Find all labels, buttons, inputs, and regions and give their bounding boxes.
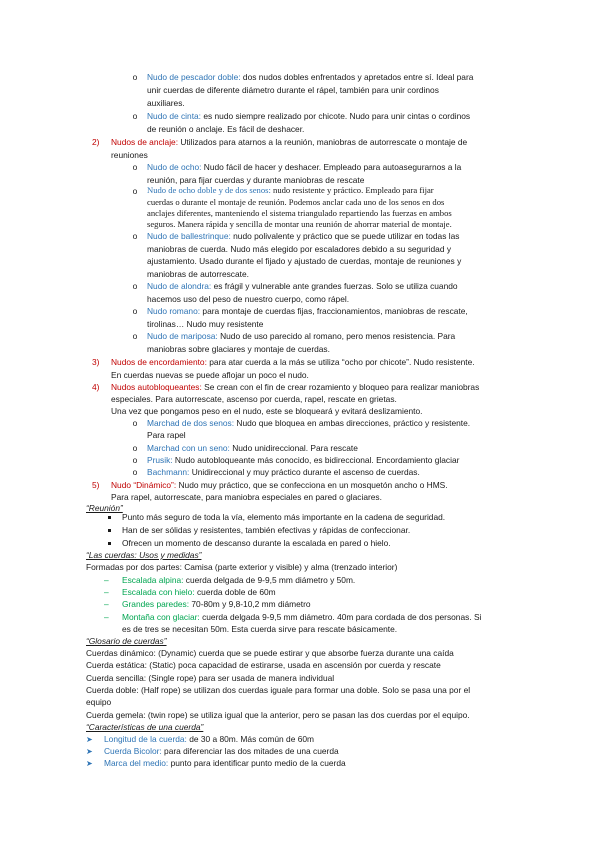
marchad-uno-line [147,443,358,454]
romano-line-1 [147,306,468,317]
hollow-bullet-icon: o [132,331,138,341]
hollow-bullet-icon: o [132,111,138,121]
hollow-bullet-icon: o [132,162,138,172]
section-number: 3) [92,357,100,367]
cuerda-item-text: cuerda delgada 9-9,5 mm diámetro. 40m para cordada de dos personas. Si [199,612,482,622]
hollow-bullet-icon: o [132,467,138,477]
alondra-line-1 [147,281,458,292]
cuerda-item-text: 70-80m y 9,8-10,2 mm diámetro [189,599,311,609]
hollow-bullet-icon: o [132,231,138,241]
anclaje-title: Nudos de anclaje: [111,137,179,147]
cuerda-item [122,587,276,598]
arrow-bullet-icon: ➤ [86,735,93,744]
glosario-line: equipo [86,697,112,707]
ballestrinque-line-1 [147,231,459,242]
autobloqueantes-text: Se crean con el fin de crear rozamiento y bloqueo para realizar maniobras [201,382,480,392]
square-bullet-icon [108,529,111,532]
glosario-line: Cuerda sencilla: (Single rope) para ser usada de manera individual [86,673,335,683]
ocho-doble-line-2: cuerdas o durante el montaje de reunión. Podemos anclar cada uno de los senos en dos [147,197,445,207]
pescador-doble-line-1 [147,72,473,83]
section-number: 2) [92,137,100,147]
ocho-doble-line-4: seguros. Manera rápida y sencilla de montar una reunión de ahorrar material de montaje. [147,219,452,229]
reunion-item: Ofrecen un momento de descanso durante la escalada en pared o hielo. [122,538,391,548]
hollow-bullet-icon: o [132,186,138,196]
pescador-doble-line-3: auxiliares. [147,98,185,108]
autobloqueantes-line-1 [111,382,479,393]
bachmann-text: Unidireccional y muy práctico durante el ascenso de cuerdas. [189,467,420,477]
hollow-bullet-icon: o [132,418,138,428]
bachmann-name: Bachmann: [147,467,190,477]
romano-text: para montaje de cuerdas fijas, fraccionamientos, maniobras de rescate, [200,306,468,316]
ballestrinque-line-2: maniobras de cuerda. Nudo más elegido por escaladores debido a su seguridad y [147,244,452,254]
encordamiento-title: Nudos de encordamiento: [111,357,207,367]
caracteristica-item [104,746,339,757]
dash-bullet-icon: – [104,587,109,597]
glosario-line: Cuerda gemela: (twin rope) se utiliza igual que la anterior, pero se pasan las dos cuerdas por el equipo. [86,710,470,720]
marchad-dos-line-2: Para rapel [147,430,186,440]
section-number: 5) [92,480,100,490]
cuerda-item-continued: es de tres se necesitan 50m. Esta cuerda sirve para rescate básicamente. [122,624,398,634]
dash-bullet-icon: – [104,612,109,622]
ballestrinque-text: nudo polivalente y práctico que se puede utilizar en todas las [230,231,460,241]
reunion-heading: “Reunión” [86,503,123,513]
caracteristica-text: punto para identificar punto medio de la cuerda [168,758,346,768]
dash-bullet-icon: – [104,599,109,609]
hollow-bullet-icon: o [132,306,138,316]
pescador-doble-text: dos nudos dobles enfrentados y apretados entre sí. Ideal para [240,72,474,82]
glosario-line: Cuerdas dinámico: (Dynamic) cuerda que se puede estirar y que absorbe fuerza durante una caída [86,648,454,658]
marchad-dos-line-1 [147,418,470,429]
dash-bullet-icon: – [104,575,109,585]
ocho-doble-text: nudo resistente y práctico. Empleado para fijar [270,185,434,195]
prusik-line [147,455,459,466]
cuerda-item-name: Escalada con hielo: [122,587,195,597]
mariposa-text: Nudo de uso parecido al romano, pero menos resistencia. Para [217,331,456,341]
ocho-doble-name: Nudo de ocho doble y de dos senos: [147,185,271,195]
mariposa-name: Nudo de mariposa: [147,331,218,341]
arrow-bullet-icon: ➤ [86,747,93,756]
encordamiento-line-1 [111,357,475,368]
anclaje-text: Utilizados para atarnos a la reunión, maniobras de autorrescate o montaje de [178,137,468,147]
marchad-dos-name: Marchad de dos senos: [147,418,235,428]
section-number: 4) [92,382,100,392]
encordamiento-line-2: En cuerdas nuevas se puede aflojar un poco el nudo. [111,370,309,380]
reunion-item: Punto más seguro de toda la vía, elemento más importante en la cadena de seguridad. [122,512,446,522]
dinamico-text: Nudo muy práctico, que se confecciona en un mosquetón ancho o HMS. [176,480,448,490]
glosario-line: Cuerda estática: (Static) poca capacidad de estirarse, usada en ascensión por cuerda y rescate [86,660,441,670]
cuerda-item [122,575,355,586]
cinta-line-1 [147,111,470,122]
romano-line-2: tirolinas… Nudo muy resistente [147,319,264,329]
alondra-name: Nudo de alondra: [147,281,212,291]
pescador-doble-name: Nudo de pescador doble: [147,72,241,82]
caracteristica-text: para diferenciar las dos mitades de una cuerda [161,746,339,756]
dinamico-line-2: Para rapel, autorrescate, para maniobra especiales en pared o glaciares. [111,492,382,502]
ocho-doble-line-1 [147,185,434,196]
autobloqueantes-line-3: Una vez que pongamos peso en el nudo, este se bloqueará y evitará deslizamiento. [111,406,423,416]
ballestrinque-line-3: ajustamiento. Usado durante el fijado y ajustado de cuerdas, montaje de reuniones y [147,256,462,266]
cuerda-item-name: Grandes paredes: [122,599,190,609]
pescador-doble-line-2: unir cuerdas de diferente diámetro durante el rápel, también para unir cordinos [147,85,439,95]
marchad-uno-name: Marchad con un seno: [147,443,230,453]
caracteristica-name: Cuerda Bicolor: [104,746,162,756]
dinamico-title: Nudo “Dinámico”: [111,480,177,490]
cinta-name: Nudo de cinta: [147,111,202,121]
cuerda-item [122,612,481,623]
ocho-line-2: reunión, para fijar cuerdas y durante maniobras de rescate [147,175,365,185]
anclaje-line-2: reuniones [111,150,148,160]
cuerda-item-name: Escalada alpina: [122,575,184,585]
ocho-line-1 [147,162,461,173]
caracteristica-item [104,734,314,745]
prusik-text: Nudo autobloqueante más conocido, es bidireccional. Encordamiento glaciar [172,455,460,465]
mariposa-line-2: maniobras sobre glaciares y montaje de cuerdas. [147,344,330,354]
cuerda-item-name: Montaña con glaciar: [122,612,200,622]
dinamico-line-1 [111,480,448,491]
glosario-heading: “Glosario de cuerdas” [86,636,167,646]
cuerda-item-text: cuerda delgada de 9-9,5 mm diámetro y 50m. [183,575,356,585]
hollow-bullet-icon: o [132,281,138,291]
ocho-name: Nudo de ocho: [147,162,202,172]
caracteristica-text: de 30 a 80m. Más común de 60m [186,734,314,744]
alondra-line-2: hacemos uso del peso de nuestro cuerpo, como rápel. [147,294,350,304]
cuerdas-intro: Formadas por dos partes: Camisa (parte exterior y visible) y alma (trenzado interior) [86,562,398,572]
ballestrinque-name: Nudo de ballestrinque: [147,231,231,241]
ocho-text: Nudo fácil de hacer y deshacer. Empleado para autoasegurarnos a la [201,162,462,172]
mariposa-line-1 [147,331,455,342]
anclaje-line-1 [111,137,467,148]
square-bullet-icon [108,516,111,519]
autobloqueantes-title: Nudos autobloqueantes: [111,382,202,392]
arrow-bullet-icon: ➤ [86,759,93,768]
hollow-bullet-icon: o [132,455,138,465]
romano-name: Nudo romano: [147,306,201,316]
glosario-line: Cuerda doble: (Half rope) se utilizan dos cuerdas iguale para formar una doble. Solo se pasa una por el [86,685,471,695]
marchad-uno-text: Nudo unidireccional. Para rescate [229,443,358,453]
cuerdas-heading: “Las cuerdas: Usos y medidas” [86,550,202,560]
marchad-dos-text: Nudo que bloquea en ambas direcciones, práctico y resistente. [234,418,471,428]
hollow-bullet-icon: o [132,72,138,82]
cinta-line-2: de reunión o anclaje. Es fácil de deshacer. [147,124,305,134]
prusik-name: Prusik: [147,455,173,465]
caracteristica-name: Marca del medio: [104,758,169,768]
caracteristica-item [104,758,346,769]
ocho-doble-line-3: anclajes diferentes, manteniendo el sistema triangulado repartiendo las fuerzas en ambos [147,208,452,218]
autobloqueantes-line-2: especiales. Para autorrescate, ascenso por cuerda, rapel, rescate en grietas. [111,394,397,404]
ballestrinque-line-4: maniobras de autorrescate. [147,269,249,279]
cinta-text: es nudo siempre realizado por chicote. Nudo para unir cintas o cordinos [201,111,471,121]
bachmann-line [147,467,420,478]
cuerda-item-text: cuerda doble de 60m [194,587,276,597]
reunion-item: Han de ser sólidas y resistentes, también efectivas y rápidas de confeccionar. [122,525,411,535]
cuerda-item [122,599,311,610]
square-bullet-icon [108,542,111,545]
caracteristica-name: Longitud de la cuerda: [104,734,187,744]
encordamiento-text: para atar cuerda a la más se utiliza “ocho por chicote”. Nudo resistente. [206,357,475,367]
caracteristicas-heading: “Características de una cuerda” [86,722,204,732]
hollow-bullet-icon: o [132,443,138,453]
alondra-text: es frágil y vulnerable ante grandes fuerzas. Solo se utiliza cuando [211,281,458,291]
